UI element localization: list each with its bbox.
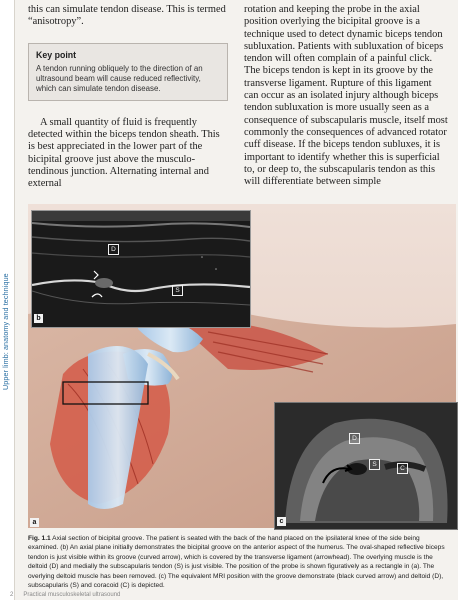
page-footer — [10, 592, 130, 598]
ultrasound-panel — [31, 210, 251, 328]
marker-subscapularis-mri: S — [369, 459, 380, 470]
marker-deltoid-mri: D — [349, 433, 360, 444]
book-title: Practical musculoskeletal ultrasound — [23, 592, 121, 598]
mri-panel — [274, 402, 458, 530]
page-number: 2 — [10, 592, 14, 598]
key-point-box — [28, 43, 228, 101]
panel-label-a: a — [30, 518, 39, 527]
side-tab — [0, 0, 15, 600]
figure — [28, 204, 456, 528]
marker-subscapularis: S — [172, 285, 183, 296]
section-title: Upper limb: anatomy and technique — [1, 273, 10, 390]
paragraph: A small quantity of fluid is frequently detected within the biceps tendon sheath. This is best appreciated in the lower part of the bicipital groove just above the musculo-tendinous junction. Alternating internal and external — [28, 116, 220, 190]
key-point-text: A tendon running obliquely to the direction of an ultrasound beam will cause reduced reflectivity, which can simulate tendon disease. — [36, 63, 203, 93]
caption-text: Axial section of bicipital groove. The patient is seated with the back of the hand placed on the ipsilateral knee of the side being examined. (b) An axial plane initially demonstrates the bicipital groove on the anterior aspect of the humerus. The oval-shaped reflective biceps tendon is just visible within its groove (curved arrow), which is covered by the transverse ligament (arrowhead). The overlying muscle is the deltoid (D) and medially the subscapularis tendon (S) is just visible. The position of the probe is shown figuratively as a rectangle in (a). The overlying deltoid muscle has been removed. (c) The equivalent MRI position with the groove demonstrate (black curved arrow) and deltoid (D), subscapularis (S) and coracoid (C) is depicted. — [28, 535, 445, 590]
paragraph: rotation and keeping the probe in the axial position overlying the bicipital groove is a technique used to detect dynamic biceps tendon subluxation. Patients with subluxation of biceps tendon will often complain of a painful click. The biceps tendon is kept in its groove by the transverse ligament. Rupture of this ligament can occur as an isolated injury although biceps tendon subluxation is more usually seen as a consequence of subscapularis muscle, itself most commonly the consequences of advanced rotator cuff disease. If the biceps tendon subluxes, it is important to identify whether this is superficial to, or deep to, the subscapularis tendon as this will differentiate between simple — [244, 4, 448, 188]
paragraph: this can simulate tendon disease. This is termed “anisotropy”. — [28, 4, 226, 28]
figure-caption — [28, 534, 448, 590]
panel-label-b: b — [34, 314, 43, 323]
marker-coracoid-mri: C — [397, 463, 408, 474]
left-column — [28, 4, 228, 191]
right-column — [244, 4, 448, 188]
caption-label: Fig. 1.1 — [28, 535, 51, 542]
marker-deltoid: D — [108, 244, 119, 255]
mri-image — [275, 403, 457, 529]
ultrasound-image — [32, 211, 250, 327]
panel-label-c: c — [277, 517, 286, 526]
key-point-title: Key point — [36, 49, 77, 60]
